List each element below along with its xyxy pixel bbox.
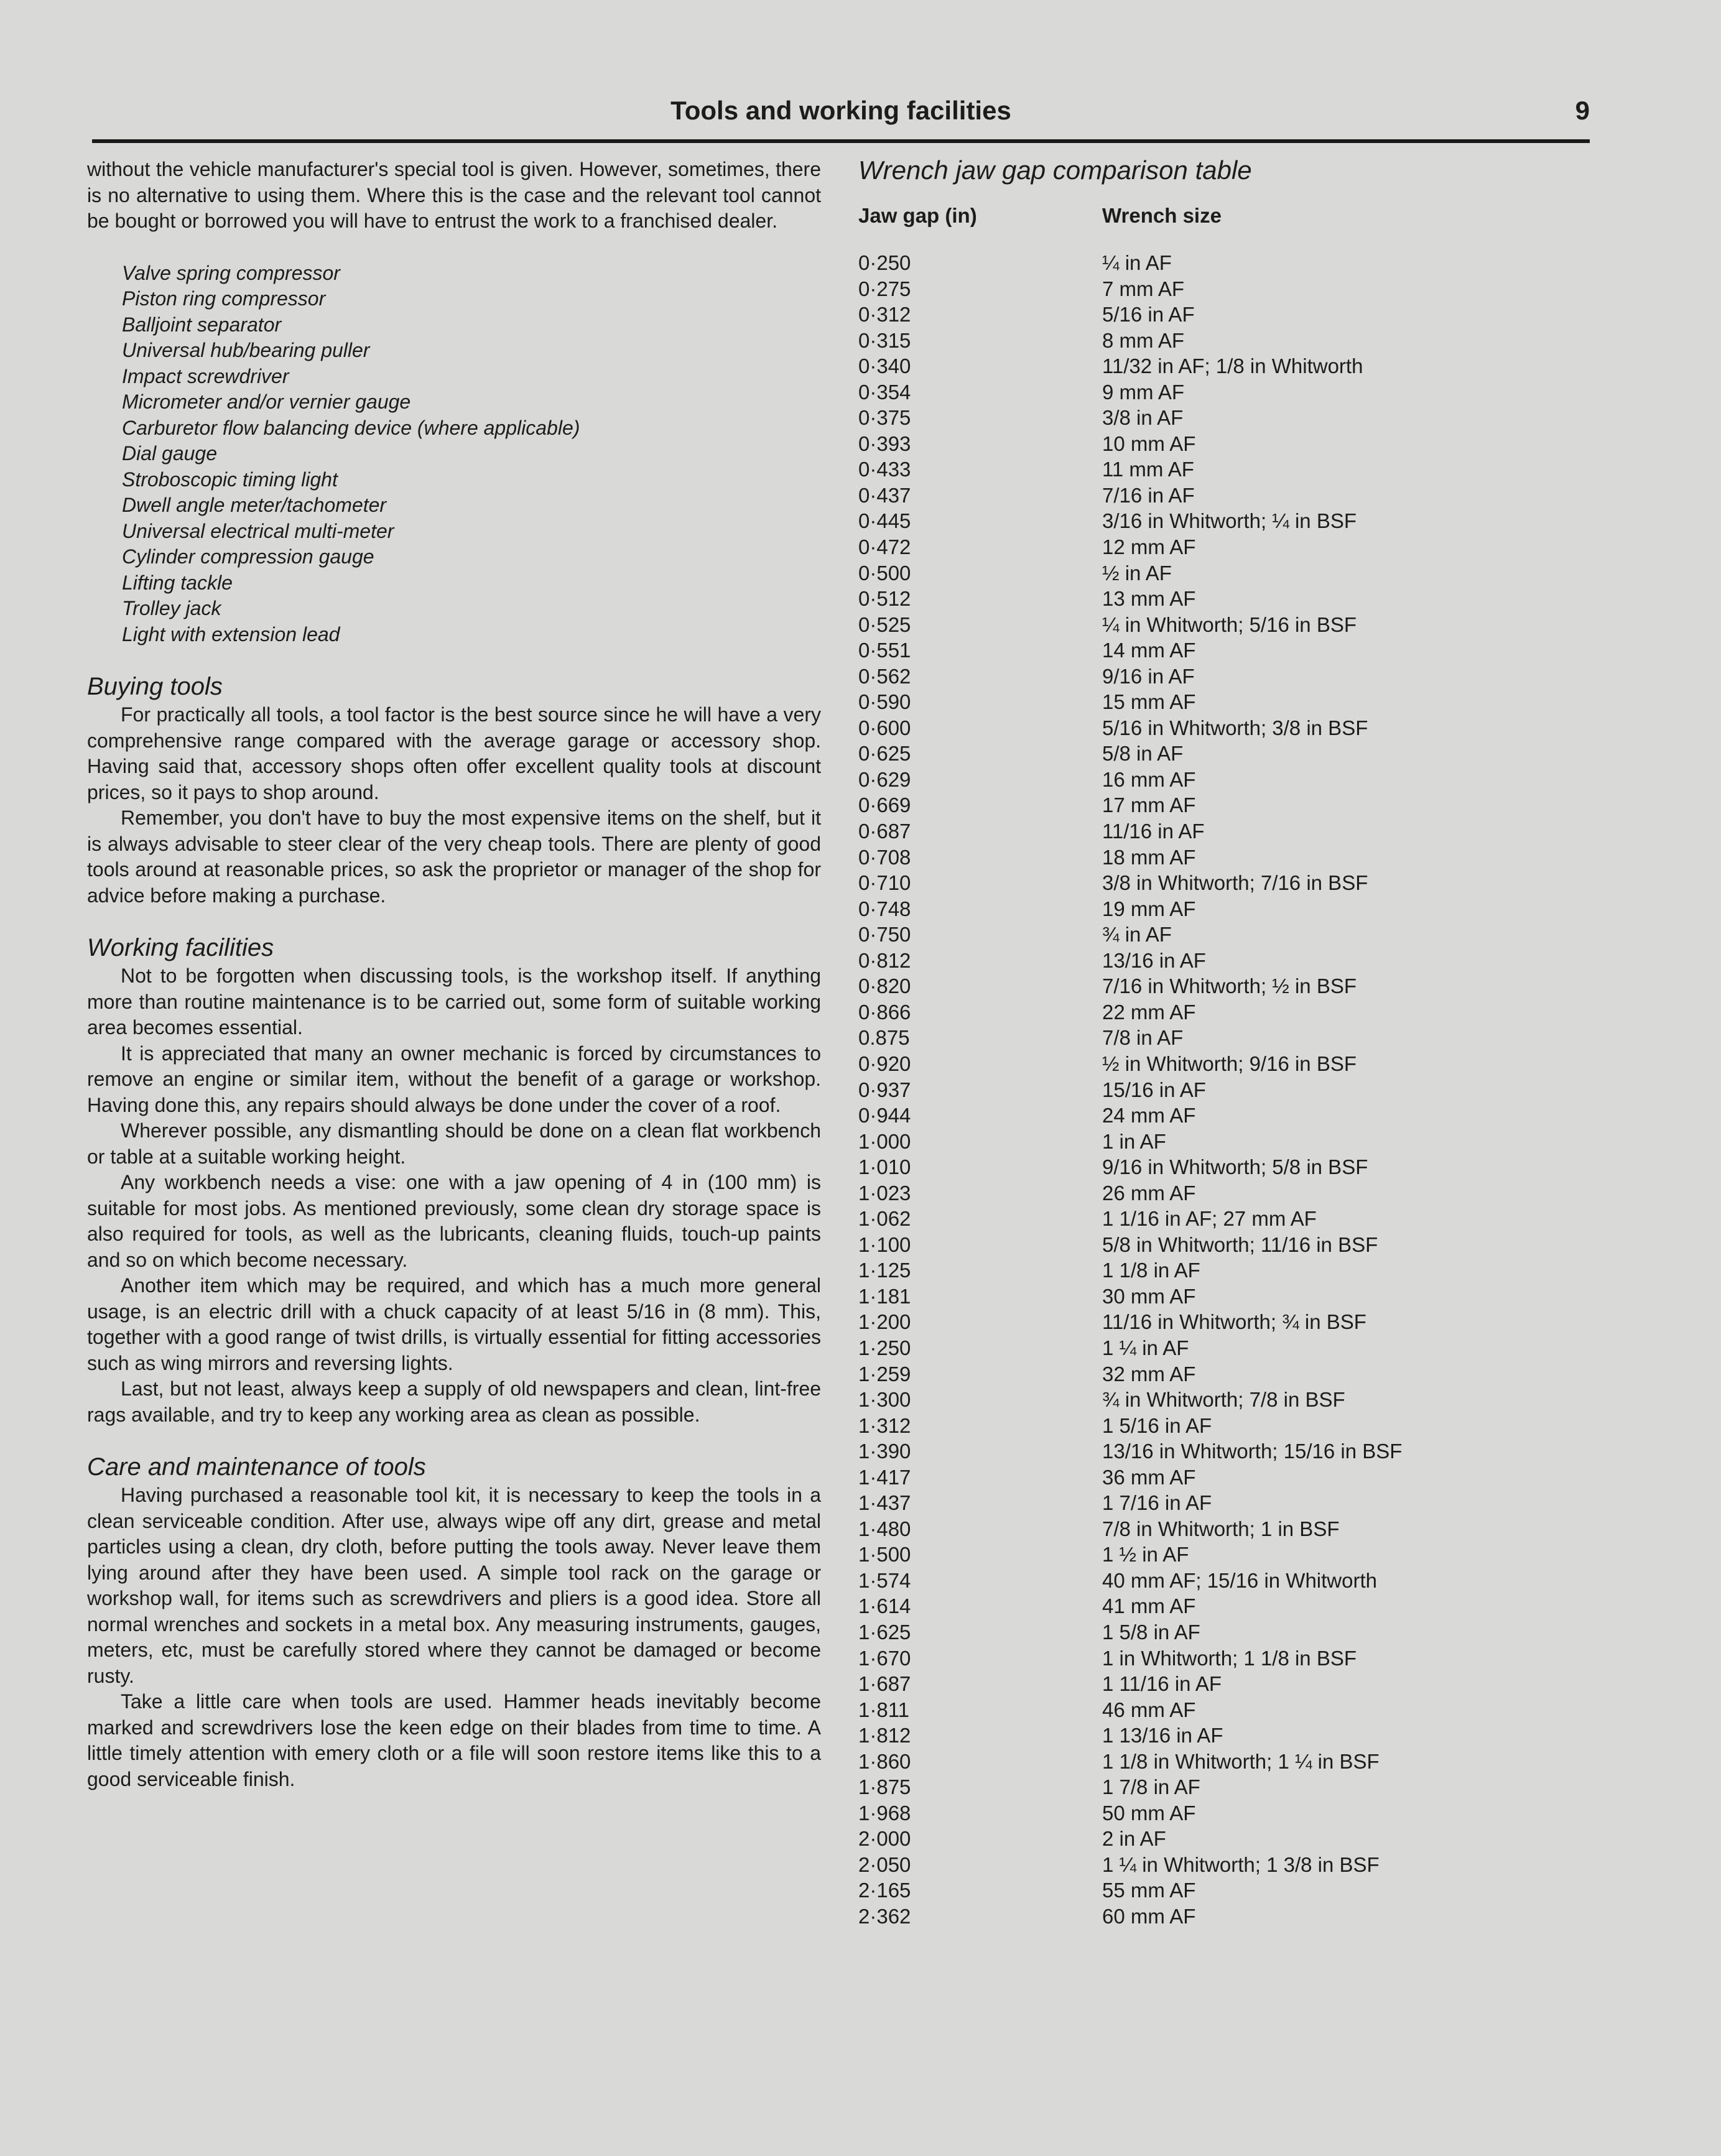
jaw-gap-cell: 0·920 <box>858 1052 911 1075</box>
text-sections <box>87 672 821 1792</box>
jaw-gap-cell: 0·445 <box>858 509 911 533</box>
table-row <box>858 560 1592 586</box>
table-row <box>858 1051 1592 1077</box>
wrench-size-cell: 1 1/16 in AF; 27 mm AF <box>1102 1207 1317 1231</box>
table-row <box>858 637 1592 664</box>
wrench-size-cell: ¼ in AF <box>1102 251 1172 274</box>
jaw-gap-cell: 1·614 <box>858 1594 911 1618</box>
table-row <box>858 1619 1592 1645</box>
jaw-gap-cell: 0·437 <box>858 483 911 507</box>
wrench-size-cell: 11 mm AF <box>1102 458 1194 481</box>
jaw-gap-cell: 0·315 <box>858 328 911 352</box>
wrench-size-cell: 1 1/8 in Whitworth; 1 ¼ in BSF <box>1102 1749 1380 1773</box>
wrench-size-cell: 9/16 in AF <box>1102 664 1195 688</box>
wrench-size-cell: 10 mm AF <box>1102 432 1196 455</box>
section-paragraph: Having purchased a reasonable tool kit, it is necessary to keep the tools in a clean serviceable condition. After use, always wipe off any dirt, grease and metal particles using a clean, dry cloth, before putting the tools away. Never leave them lying around after they have been used. A simple tool rack on the garage or workshop wall, for items such as screwdrivers and pliers is a good idea. Store all normal wrenches and sockets in a metal box. Any measuring instruments, gauges, meters, etc, must be carefully stored where they cannot be damaged or become rusty. <box>87 1484 821 1687</box>
wrench-size-cell: 7/8 in Whitworth; 1 in BSF <box>1102 1517 1340 1540</box>
table-row <box>858 870 1592 896</box>
jaw-gap-cell: 0.875 <box>858 1026 910 1050</box>
wrench-size-cell: 1 ½ in AF <box>1102 1543 1189 1566</box>
table-row <box>858 1387 1592 1413</box>
jaw-gap-cell: 0·669 <box>858 793 911 817</box>
wrench-size-cell: 7/8 in AF <box>1102 1026 1184 1050</box>
section-paragraph: Another item which may be required, and which has a much more general usage, is an electric drill with a chuck capacity of at least 5/16 in (8 mm). This, together with a good range of twist drills, is virtually essential for fitting accessories such as wing mirrors and reversing lights. <box>87 1274 821 1374</box>
jaw-gap-cell: 1·811 <box>858 1698 909 1721</box>
wrench-size-cell: 13/16 in Whitworth; 15/16 in BSF <box>1102 1440 1403 1463</box>
table-row <box>858 1438 1592 1464</box>
wrench-size-cell: 50 mm AF <box>1102 1801 1196 1825</box>
column-header-wrench-size: Wrench size <box>1102 204 1222 227</box>
jaw-gap-cell: 2·050 <box>858 1853 911 1876</box>
wrench-size-cell: 16 mm AF <box>1102 767 1196 791</box>
wrench-size-cell: 55 mm AF <box>1102 1879 1196 1902</box>
page-header <box>92 92 1590 142</box>
jaw-gap-cell: 0·562 <box>858 664 911 688</box>
jaw-gap-cell: 1·625 <box>858 1620 911 1644</box>
table-row <box>858 1826 1592 1852</box>
table-row <box>858 715 1592 741</box>
wrench-size-cell: 5/8 in Whitworth; 11/16 in BSF <box>1102 1233 1378 1256</box>
wrench-size-cell: 9 mm AF <box>1102 380 1185 404</box>
table-row <box>858 948 1592 974</box>
tool-item: Lifting tackle <box>122 571 233 594</box>
wrench-size-cell: 5/16 in AF <box>1102 303 1195 326</box>
wrench-size-cell: 3/8 in Whitworth; 7/16 in BSF <box>1102 871 1368 895</box>
tool-item: Stroboscopic timing light <box>122 468 338 491</box>
wrench-size-cell: 11/16 in AF <box>1102 820 1205 843</box>
table-row <box>858 1568 1592 1594</box>
wrench-size-cell: 3/8 in AF <box>1102 406 1184 430</box>
tool-item: Piston ring compressor <box>122 287 326 310</box>
table-row <box>858 1309 1592 1335</box>
table-row <box>858 1593 1592 1619</box>
section-heading: Working facilities <box>87 934 274 961</box>
tool-item: Dwell angle meter/tachometer <box>122 494 387 516</box>
special-tool-list <box>122 261 821 648</box>
jaw-gap-cell: 0·472 <box>858 535 911 559</box>
jaw-gap-cell: 1·390 <box>858 1440 911 1463</box>
jaw-gap-cell: 1·417 <box>858 1465 911 1489</box>
wrench-size-cell: 17 mm AF <box>1102 793 1196 817</box>
jaw-gap-cell: 0·312 <box>858 303 911 326</box>
jaw-gap-cell: 0·512 <box>858 587 911 611</box>
tool-item: Trolley jack <box>122 597 221 619</box>
section-paragraph: For practically all tools, a tool factor is the best source since he will have a very comprehensive range compared with the average garage or accessory shop. Having said that, accessory shops often offer excellent quality tools at discount prices, so it pays to shop around. <box>87 703 821 803</box>
table-row <box>858 534 1592 560</box>
table-row <box>858 1284 1592 1310</box>
jaw-gap-cell: 0·944 <box>858 1104 911 1127</box>
table-row <box>858 353 1592 379</box>
table-row <box>858 792 1592 818</box>
wrench-size-cell: 8 mm AF <box>1102 328 1185 352</box>
jaw-gap-cell: 1·300 <box>858 1388 911 1412</box>
wrench-size-cell: 1 11/16 in AF <box>1102 1672 1222 1696</box>
table-row <box>858 1697 1592 1723</box>
jaw-gap-cell: 0·820 <box>858 974 911 998</box>
table-row <box>858 1206 1592 1232</box>
table-row <box>858 1723 1592 1749</box>
jaw-gap-cell: 0·629 <box>858 767 911 791</box>
jaw-gap-cell: 0·812 <box>858 948 911 972</box>
wrench-size-cell: 1 ¼ in Whitworth; 1 3/8 in BSF <box>1102 1853 1380 1876</box>
table-row <box>858 1103 1592 1129</box>
jaw-gap-cell: 1·062 <box>858 1207 911 1231</box>
right-column <box>858 154 1592 1930</box>
table-row <box>858 1232 1592 1258</box>
wrench-size-cell: 1 ¼ in AF <box>1102 1336 1189 1359</box>
table-row <box>858 508 1592 534</box>
header-rule <box>92 139 1590 143</box>
table-row <box>858 302 1592 328</box>
tool-item: Dial gauge <box>122 442 217 465</box>
table-row <box>858 1671 1592 1697</box>
wrench-size-cell: 15/16 in AF <box>1102 1078 1206 1101</box>
table-row <box>858 896 1592 922</box>
jaw-gap-cell: 1·687 <box>858 1672 911 1696</box>
wrench-size-cell: 36 mm AF <box>1102 1465 1196 1489</box>
section-paragraph: It is appreciated that many an owner mechanic is forced by circumstances to remove an engine or similar item, without the benefit of a garage or workshop. Having done this, any repairs should always be done under the cover of a roof. <box>87 1042 821 1116</box>
wrench-size-cell: 7/16 in Whitworth; ½ in BSF <box>1102 974 1357 998</box>
table-row <box>858 1800 1592 1826</box>
tool-item: Universal hub/bearing puller <box>122 339 370 361</box>
table-row <box>858 1077 1592 1103</box>
table-row <box>858 612 1592 638</box>
jaw-gap-cell: 1·100 <box>858 1233 911 1256</box>
wrench-size-cell: 11/32 in AF; 1/8 in Whitworth <box>1102 354 1363 378</box>
wrench-size-cell: 1 7/16 in AF <box>1102 1491 1212 1515</box>
table-row <box>858 999 1592 1025</box>
table-header <box>858 200 1592 244</box>
page-number: 9 <box>1575 96 1590 125</box>
wrench-size-cell: 5/8 in AF <box>1102 742 1184 766</box>
tool-item: Micrometer and/or vernier gauge <box>122 391 411 413</box>
table-row <box>858 844 1592 871</box>
jaw-gap-cell: 0·590 <box>858 690 911 714</box>
section-paragraph: Not to be forgotten when discussing tools, is the workshop itself. If anything more than routine maintenance is to be carried out, some form of suitable working area becomes essential. <box>87 965 821 1039</box>
wrench-size-cell: 40 mm AF; 15/16 in Whitworth <box>1102 1568 1378 1592</box>
wrench-size-cell: 22 mm AF <box>1102 1000 1196 1024</box>
jaw-gap-cell: 0·375 <box>858 406 911 430</box>
table-row <box>858 1774 1592 1800</box>
wrench-size-cell: 13 mm AF <box>1102 587 1196 611</box>
table-row <box>858 405 1592 431</box>
page-title: Tools and working facilities <box>670 96 1011 125</box>
wrench-size-cell: ½ in Whitworth; 9/16 in BSF <box>1102 1052 1357 1075</box>
wrench-size-cell: 1 5/16 in AF <box>1102 1413 1212 1437</box>
jaw-gap-cell: 1·010 <box>858 1155 911 1179</box>
table-row <box>858 1852 1592 1878</box>
jaw-gap-cell: 0·525 <box>858 613 911 636</box>
jaw-gap-cell: 1·312 <box>858 1413 911 1437</box>
jaw-gap-cell: 0·600 <box>858 716 911 739</box>
jaw-gap-cell: 1·968 <box>858 1801 911 1825</box>
jaw-gap-cell: 0·393 <box>858 432 911 455</box>
table-row <box>858 276 1592 302</box>
jaw-gap-cell: 1·000 <box>858 1129 911 1153</box>
wrench-size-cell: 15 mm AF <box>1102 690 1196 714</box>
table-row <box>858 1904 1592 1930</box>
table-row <box>858 689 1592 715</box>
wrench-size-cell: 19 mm AF <box>1102 897 1196 920</box>
section-paragraph: Remember, you don't have to buy the most expensive items on the shelf, but it is always advisable to steer clear of the very cheap tools. There are plenty of good tools around at reasonable prices, so ask the proprietor or manager of the shop for advice before making a purchase. <box>87 807 821 907</box>
jaw-gap-cell: 0·748 <box>858 897 911 920</box>
table-row <box>858 483 1592 509</box>
wrench-size-cell: 32 mm AF <box>1102 1362 1196 1386</box>
section-paragraph: Last, but not least, always keep a supply of old newspapers and clean, lint-free rags available, and try to keep any working area as clean as possible. <box>87 1377 821 1426</box>
table-row <box>858 818 1592 844</box>
jaw-gap-cell: 0·625 <box>858 742 911 766</box>
tool-item: Balljoint separator <box>122 313 282 336</box>
wrench-size-cell: 5/16 in Whitworth; 3/8 in BSF <box>1102 716 1368 739</box>
table-row <box>858 664 1592 690</box>
jaw-gap-cell: 0·433 <box>858 458 911 481</box>
table-row <box>858 1129 1592 1155</box>
column-header-jaw-gap: Jaw gap (in) <box>858 204 977 227</box>
wrench-size-cell: 7 mm AF <box>1102 277 1185 300</box>
jaw-gap-cell: 1·875 <box>858 1775 911 1799</box>
table-row <box>858 1516 1592 1542</box>
jaw-gap-cell: 1·437 <box>858 1491 911 1515</box>
table-row <box>858 250 1592 276</box>
jaw-gap-cell: 1·125 <box>858 1259 911 1282</box>
table-row <box>858 1542 1592 1568</box>
table-body <box>858 250 1592 1930</box>
jaw-gap-cell: 1·670 <box>858 1646 911 1670</box>
jaw-gap-cell: 2·165 <box>858 1879 911 1902</box>
wrench-size-cell: ¼ in Whitworth; 5/16 in BSF <box>1102 613 1357 636</box>
wrench-size-cell: 7/16 in AF <box>1102 483 1195 507</box>
jaw-gap-cell: 0·866 <box>858 1000 911 1024</box>
tool-item: Cylinder compression gauge <box>122 545 374 568</box>
wrench-size-cell: 2 in AF <box>1102 1827 1166 1851</box>
jaw-gap-cell: 2·362 <box>858 1905 911 1928</box>
table-row <box>858 328 1592 354</box>
wrench-size-cell: 46 mm AF <box>1102 1698 1196 1721</box>
table-row <box>858 1645 1592 1672</box>
jaw-gap-cell: 0·551 <box>858 639 911 662</box>
wrench-size-cell: 1 13/16 in AF <box>1102 1724 1223 1747</box>
jaw-gap-cell: 1·812 <box>858 1724 911 1747</box>
jaw-gap-cell: 1·259 <box>858 1362 911 1386</box>
table-row <box>858 456 1592 483</box>
wrench-size-cell: ½ in AF <box>1102 561 1172 585</box>
wrench-size-cell: 60 mm AF <box>1102 1905 1196 1928</box>
section-paragraph: Any workbench needs a vise: one with a jaw opening of 4 in (100 mm) is suitable for most jobs. As mentioned previously, some clean dry storage space is also required for tools, as well as the lubricants, cleaning fluids, touch-up paints and so on which become necessary. <box>87 1171 821 1271</box>
table-row <box>858 1335 1592 1361</box>
wrench-size-cell: 13/16 in AF <box>1102 948 1206 972</box>
table-row <box>858 973 1592 999</box>
wrench-size-cell: 1 in Whitworth; 1 1/8 in BSF <box>1102 1646 1357 1670</box>
table-row <box>858 1257 1592 1284</box>
jaw-gap-cell: 0·937 <box>858 1078 911 1101</box>
jaw-gap-cell: 1·200 <box>858 1310 911 1334</box>
jaw-gap-cell: 1·500 <box>858 1543 911 1566</box>
table-row <box>858 767 1592 793</box>
table-row <box>858 1749 1592 1775</box>
jaw-gap-cell: 1·480 <box>858 1517 911 1540</box>
tool-item: Carburetor flow balancing device (where applicable) <box>122 416 580 439</box>
jaw-gap-cell: 0·340 <box>858 354 911 378</box>
wrench-size-cell: 11/16 in Whitworth; ¾ in BSF <box>1102 1310 1366 1334</box>
table-row <box>858 1154 1592 1180</box>
jaw-gap-cell: 0·275 <box>858 277 911 300</box>
jaw-gap-cell: 1·574 <box>858 1568 911 1592</box>
section-paragraph: Take a little care when tools are used. Hammer heads inevitably become marked and screwdrivers lose the keen edge on their blades from time to time. A little timely attention with emery cloth or a file will soon restore items like this to a good serviceable finish. <box>87 1690 821 1790</box>
section-paragraph: Wherever possible, any dismantling should be done on a clean flat workbench or table at a suitable working height. <box>87 1119 821 1168</box>
jaw-gap-cell: 1·181 <box>858 1284 911 1308</box>
jaw-gap-cell: 0·250 <box>858 251 911 274</box>
table-row <box>858 1490 1592 1516</box>
wrench-size-cell: ¾ in AF <box>1102 923 1172 946</box>
wrench-size-cell: 24 mm AF <box>1102 1104 1196 1127</box>
table-row <box>858 922 1592 948</box>
tool-item: Universal electrical multi-meter <box>122 519 394 542</box>
wrench-size-cell: 18 mm AF <box>1102 845 1196 869</box>
table-row <box>858 586 1592 612</box>
table-row <box>858 1413 1592 1439</box>
table-row <box>858 1025 1592 1051</box>
wrench-size-cell: 1 5/8 in AF <box>1102 1620 1200 1644</box>
wrench-size-cell: ¾ in Whitworth; 7/8 in BSF <box>1102 1388 1345 1412</box>
intro-paragraph: without the vehicle manufacturer's special tool is given. However, sometimes, there is no alternative to using them. Where this is the case and the relevant tool cannot be bought or borrowed you will have to entrust the work to a franchised dealer. <box>87 158 821 232</box>
wrench-size-cell: 3/16 in Whitworth; ¼ in BSF <box>1102 509 1357 533</box>
section-heading: Buying tools <box>87 673 223 700</box>
jaw-gap-cell: 1·860 <box>858 1749 911 1773</box>
jaw-gap-cell: 0·708 <box>858 845 911 869</box>
wrench-size-cell: 9/16 in Whitworth; 5/8 in BSF <box>1102 1155 1368 1179</box>
table-row <box>858 1877 1592 1904</box>
jaw-gap-cell: 0·710 <box>858 871 911 895</box>
table-title: Wrench jaw gap comparison table <box>858 155 1252 185</box>
tool-item: Light with extension lead <box>122 622 340 645</box>
section-heading: Care and maintenance of tools <box>87 1453 426 1481</box>
wrench-size-cell: 30 mm AF <box>1102 1284 1196 1308</box>
tool-item: Impact screwdriver <box>122 364 289 387</box>
jaw-gap-cell: 0·354 <box>858 380 911 404</box>
jaw-gap-cell: 1·250 <box>858 1336 911 1359</box>
jaw-gap-cell: 1·023 <box>858 1181 911 1205</box>
tool-item: Valve spring compressor <box>122 261 340 284</box>
table-row <box>858 741 1592 767</box>
jaw-gap-cell: 0·500 <box>858 561 911 585</box>
table-row <box>858 1180 1592 1206</box>
left-column <box>87 157 821 1792</box>
wrench-size-cell: 26 mm AF <box>1102 1181 1196 1205</box>
wrench-size-cell: 14 mm AF <box>1102 639 1196 662</box>
table-row <box>858 1464 1592 1491</box>
wrench-size-cell: 12 mm AF <box>1102 535 1196 559</box>
wrench-size-cell: 1 7/8 in AF <box>1102 1775 1200 1799</box>
jaw-gap-cell: 0·750 <box>858 923 911 946</box>
wrench-size-cell: 41 mm AF <box>1102 1594 1196 1618</box>
wrench-size-cell: 1 in AF <box>1102 1129 1166 1153</box>
table-row <box>858 379 1592 405</box>
jaw-gap-cell: 2·000 <box>858 1827 911 1851</box>
wrench-size-cell: 1 1/8 in AF <box>1102 1259 1200 1282</box>
table-row <box>858 431 1592 457</box>
table-row <box>858 1361 1592 1387</box>
jaw-gap-cell: 0·687 <box>858 820 911 843</box>
